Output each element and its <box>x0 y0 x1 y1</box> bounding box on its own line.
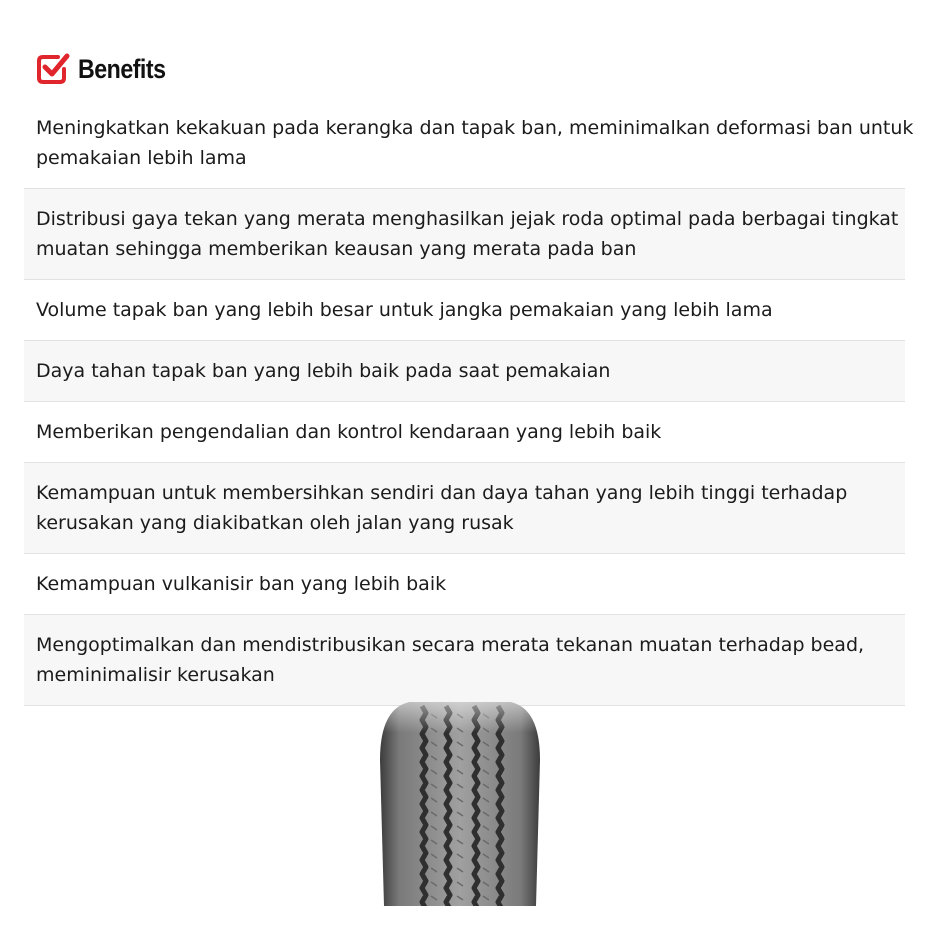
benefit-text-line: Daya tahan tapak ban yang lebih baik pada saat pemakaian <box>36 360 611 382</box>
benefits-header <box>36 49 180 89</box>
benefit-text-line: kerusakan yang diakibatkan oleh jalan yang rusak <box>36 512 514 534</box>
section-title: Benefits <box>78 53 166 84</box>
benefit-text-line: Meningkatkan kekakuan pada kerangka dan tapak ban, meminimalkan deformasi ban untuk <box>36 117 914 139</box>
benefit-text-line: Distribusi gaya tekan yang merata menghasilkan jejak roda optimal pada berbagai tingkat <box>36 208 899 230</box>
benefit-item <box>24 402 905 463</box>
benefit-item <box>24 280 905 341</box>
benefit-text-line: Kemampuan vulkanisir ban yang lebih baik <box>36 573 447 595</box>
benefit-item <box>24 615 905 706</box>
benefit-item <box>24 341 905 402</box>
benefits-list <box>24 98 914 706</box>
benefit-item <box>24 554 905 615</box>
benefit-item <box>24 98 914 189</box>
benefit-text-line: Memberikan pengendalian dan kontrol kendaraan yang lebih baik <box>36 421 662 443</box>
benefit-text-line: pemakaian lebih lama <box>36 147 247 169</box>
benefit-item <box>24 189 905 280</box>
tire-image <box>370 700 550 906</box>
benefit-text-line: meminimalisir kerusakan <box>36 664 275 686</box>
benefit-item <box>24 463 905 554</box>
truck-tire-tread-image <box>370 700 550 906</box>
benefit-text-line: Kemampuan untuk membersihkan sendiri dan daya tahan yang lebih tinggi terhadap <box>36 482 848 504</box>
checkbox-check-icon <box>36 52 70 86</box>
benefit-text-line: Volume tapak ban yang lebih besar untuk jangka pemakaian yang lebih lama <box>36 299 773 321</box>
benefit-text-line: Mengoptimalkan dan mendistribusikan secara merata tekanan muatan terhadap bead, <box>36 634 865 656</box>
benefit-text-line: muatan sehingga memberikan keausan yang merata pada ban <box>36 238 637 260</box>
